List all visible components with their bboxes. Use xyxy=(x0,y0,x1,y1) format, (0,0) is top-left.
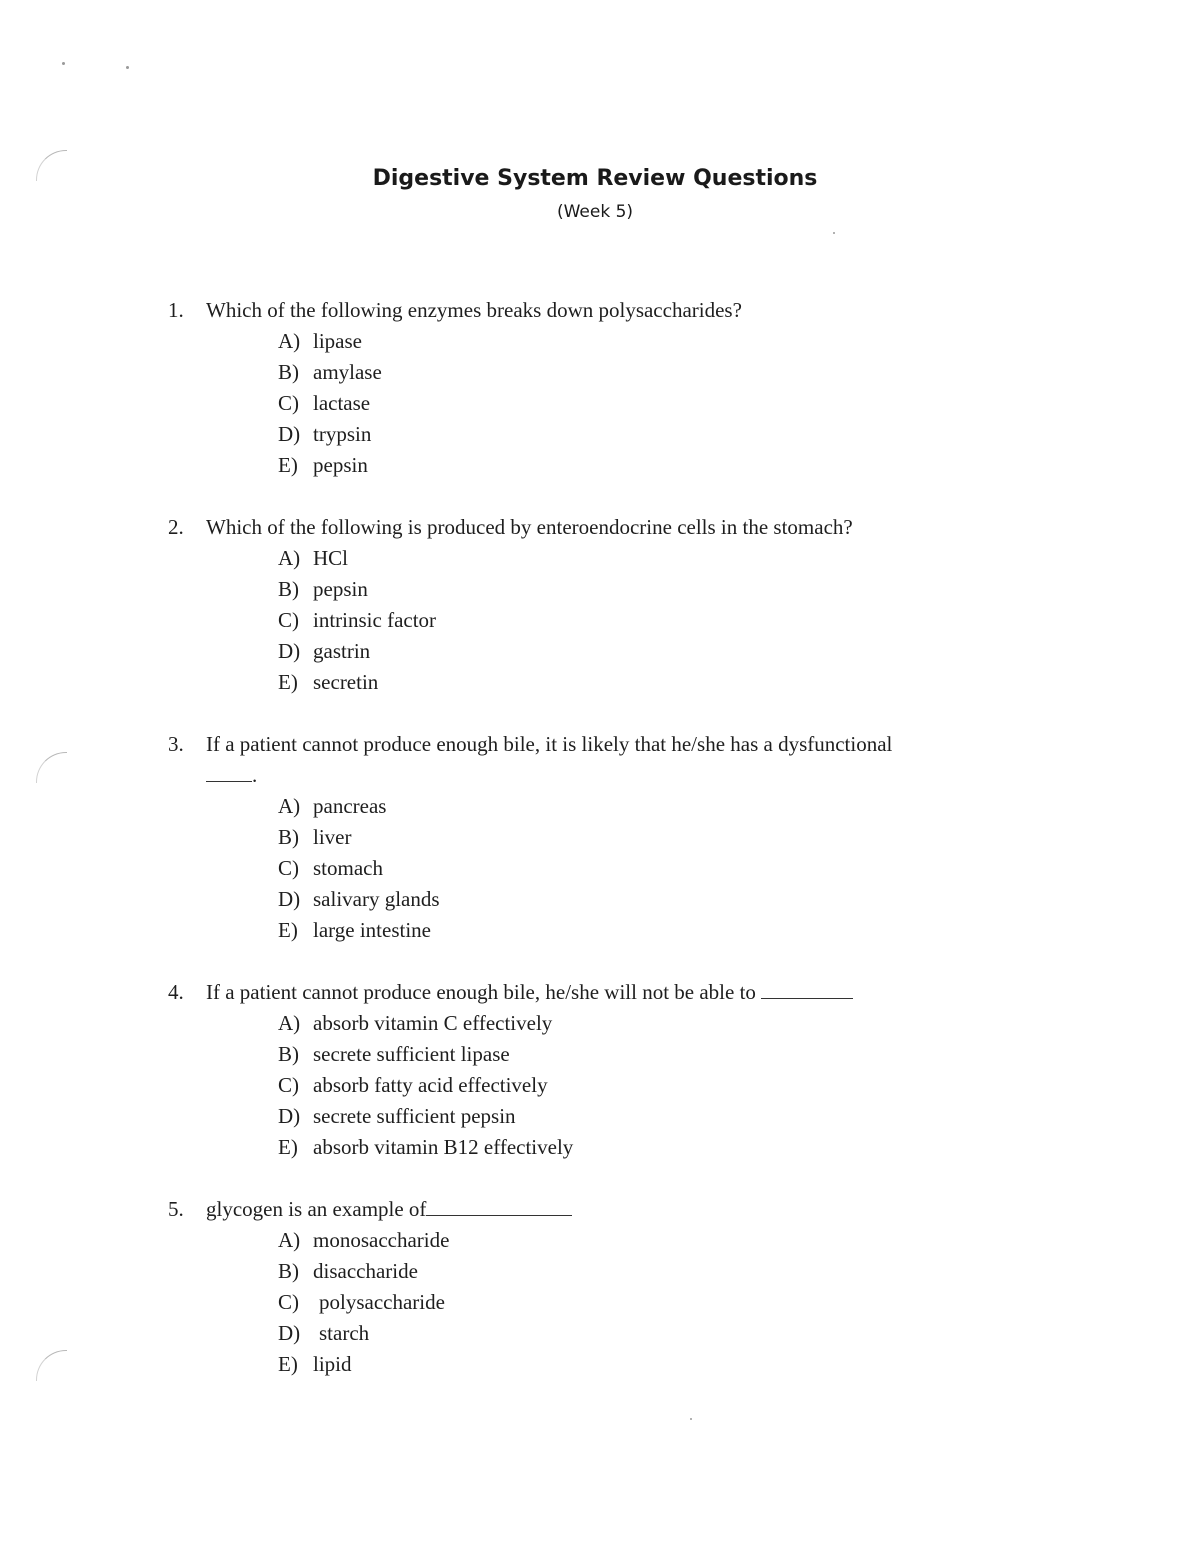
choice-text: starch xyxy=(319,1321,370,1345)
answer-choice-b xyxy=(168,1039,1168,1070)
choice-letter: D) xyxy=(278,1104,301,1128)
answer-choice-e xyxy=(168,667,1168,698)
scan-speck xyxy=(833,232,835,234)
answer-choice-a xyxy=(168,1225,1168,1256)
choice-letter: B) xyxy=(278,360,299,384)
choice-text: large intestine xyxy=(313,918,431,942)
question-stem xyxy=(168,729,1168,760)
scan-speck xyxy=(126,66,129,69)
answer-choice-d xyxy=(168,636,1168,667)
choice-text: pancreas xyxy=(313,794,387,818)
choice-letter: A) xyxy=(278,329,301,353)
question-text-wrap xyxy=(206,1194,572,1225)
question-stem-continuation xyxy=(168,760,1168,791)
question-stem xyxy=(168,1194,1168,1225)
choice-letter: D) xyxy=(278,422,301,446)
choice-letter: C) xyxy=(278,608,299,632)
question-text: Which of the following enzymes breaks down polysaccharides? xyxy=(206,298,742,322)
question-stem xyxy=(168,977,1168,1008)
answer-choice-e xyxy=(168,1132,1168,1163)
question-number: 5. xyxy=(168,1197,184,1221)
choice-letter: A) xyxy=(278,794,301,818)
choice-text: salivary glands xyxy=(313,887,440,911)
scan-speck xyxy=(690,1418,692,1420)
choice-letter: E) xyxy=(278,1135,298,1159)
choice-letter: C) xyxy=(278,856,299,880)
choice-text: secrete sufficient lipase xyxy=(313,1042,510,1066)
choice-text: pepsin xyxy=(313,453,368,477)
question-text: glycogen is an example of xyxy=(206,1197,427,1221)
answer-choice-c xyxy=(168,1287,1168,1318)
answer-choice-c xyxy=(168,605,1168,636)
choice-text: liver xyxy=(313,825,352,849)
question-text-wrap xyxy=(206,977,853,1008)
choice-text: lactase xyxy=(313,391,371,415)
choice-text: absorb vitamin B12 effectively xyxy=(313,1135,574,1159)
question-4 xyxy=(168,977,1168,1163)
answer-choice-d xyxy=(168,1101,1168,1132)
question-number: 4. xyxy=(168,980,184,1004)
question-1 xyxy=(168,295,1168,481)
answer-choice-b xyxy=(168,822,1168,853)
choice-letter: A) xyxy=(278,1011,301,1035)
question-number: 3. xyxy=(168,732,184,756)
question-number: 1. xyxy=(168,298,184,322)
answer-blank-line xyxy=(206,760,257,791)
answer-choice-d xyxy=(168,1318,1168,1349)
answer-choice-a xyxy=(168,543,1168,574)
question-5 xyxy=(168,1194,1168,1380)
answer-choice-e xyxy=(168,1349,1168,1380)
choice-letter: B) xyxy=(278,825,299,849)
answer-choice-c xyxy=(168,1070,1168,1101)
choice-text: lipase xyxy=(313,329,362,353)
answer-choice-e xyxy=(168,915,1168,946)
answer-choice-a xyxy=(168,326,1168,357)
answer-choice-e xyxy=(168,450,1168,481)
answer-choices xyxy=(168,543,1168,698)
question-2 xyxy=(168,512,1168,698)
choice-text: amylase xyxy=(313,360,382,384)
choice-text: lipid xyxy=(313,1352,352,1376)
answer-choices xyxy=(168,1008,1168,1163)
choice-letter: B) xyxy=(278,1259,299,1283)
choice-text: intrinsic factor xyxy=(313,608,437,632)
punch-hole-mark xyxy=(36,1350,67,1381)
punch-hole-mark xyxy=(36,752,67,783)
choice-text: gastrin xyxy=(313,639,371,663)
question-text: Which of the following is produced by enteroendocrine cells in the stomach? xyxy=(206,515,853,539)
question-text: If a patient cannot produce enough bile, he/she will not be able to xyxy=(206,980,756,1004)
question-text: If a patient cannot produce enough bile, it is likely that he/she has a dysfunctional xyxy=(206,732,893,756)
choice-text: absorb fatty acid effectively xyxy=(313,1073,548,1097)
answer-choice-b xyxy=(168,1256,1168,1287)
choice-letter: D) xyxy=(278,1321,301,1345)
choice-letter: A) xyxy=(278,546,301,570)
answer-blank xyxy=(426,1195,572,1216)
answer-choice-b xyxy=(168,357,1168,388)
choice-letter: C) xyxy=(278,1073,299,1097)
choice-text: pepsin xyxy=(313,577,368,601)
choice-text: absorb vitamin C effectively xyxy=(313,1011,553,1035)
answer-choice-d xyxy=(168,884,1168,915)
answer-choices xyxy=(168,791,1168,946)
page-title: Digestive System Review Questions xyxy=(372,166,818,191)
answer-choice-c xyxy=(168,388,1168,419)
answer-choice-b xyxy=(168,574,1168,605)
answer-choice-d xyxy=(168,419,1168,450)
answer-choice-c xyxy=(168,853,1168,884)
choice-text: polysaccharide xyxy=(319,1290,445,1314)
answer-choices xyxy=(168,1225,1168,1380)
choice-text: secretin xyxy=(313,670,379,694)
choice-letter: E) xyxy=(278,670,298,694)
answer-choice-a xyxy=(168,1008,1168,1039)
question-stem xyxy=(168,295,1168,326)
answer-choices xyxy=(168,326,1168,481)
choice-letter: A) xyxy=(278,1228,301,1252)
choice-letter: E) xyxy=(278,453,298,477)
choice-text: monosaccharide xyxy=(313,1228,450,1252)
choice-letter: E) xyxy=(278,918,298,942)
choice-text: HCl xyxy=(313,546,349,570)
choice-letter: D) xyxy=(278,887,301,911)
question-number: 2. xyxy=(168,515,184,539)
scan-speck xyxy=(62,62,65,65)
choice-letter: D) xyxy=(278,639,301,663)
choice-letter: C) xyxy=(278,391,299,415)
page-subtitle: (Week 5) xyxy=(556,202,634,222)
choice-letter: C) xyxy=(278,1290,299,1314)
choice-text: secrete sufficient pepsin xyxy=(313,1104,516,1128)
choice-text: disaccharide xyxy=(313,1259,418,1283)
question-3 xyxy=(168,729,1168,946)
choice-text: trypsin xyxy=(313,422,372,446)
answer-choice-a xyxy=(168,791,1168,822)
stem-period: . xyxy=(252,763,258,787)
answer-blank xyxy=(206,761,252,782)
choice-letter: B) xyxy=(278,1042,299,1066)
answer-blank xyxy=(761,978,853,999)
choice-letter: E) xyxy=(278,1352,298,1376)
choice-text: stomach xyxy=(313,856,383,880)
question-stem xyxy=(168,512,1168,543)
choice-letter: B) xyxy=(278,577,299,601)
